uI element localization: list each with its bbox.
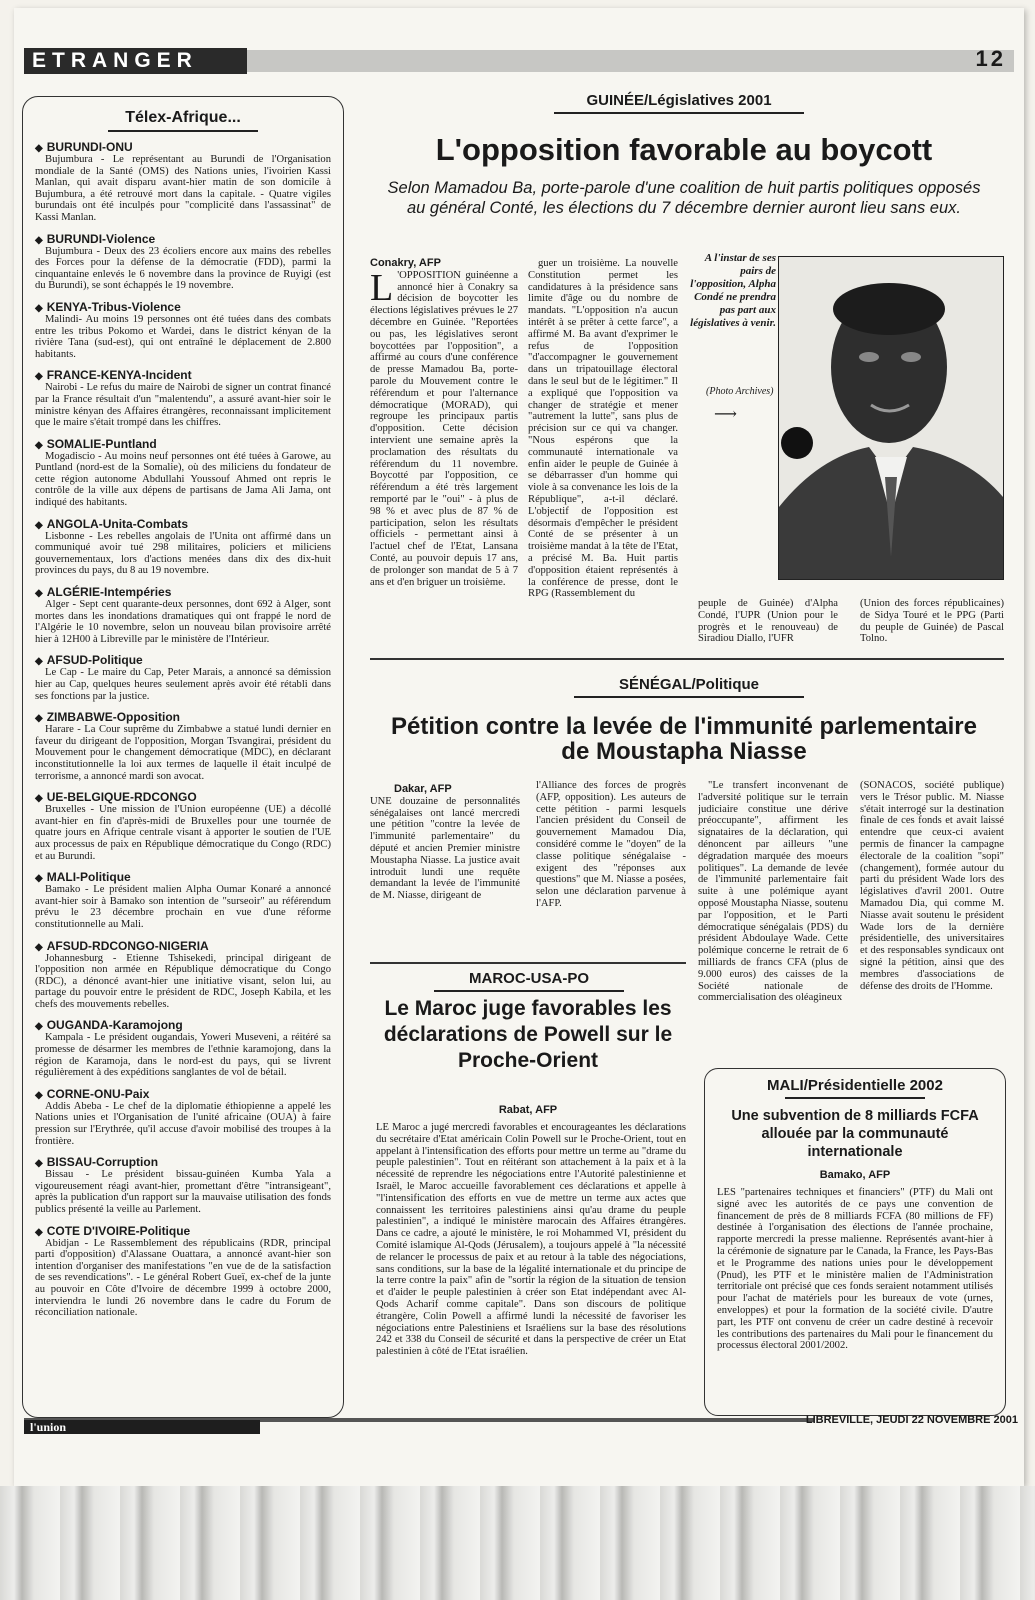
telex-item-title: AFSUD-RDCONGO-NIGERIA — [46, 938, 209, 953]
senegal-kicker: SÉNÉGAL/Politique — [618, 676, 759, 693]
telex-item-body: Harare - La Cour suprême du Zimbabwe a statué lundi dernier en faveur du dirigeant de l'opposition, Morgan Tsvangirai, président du Mouvement pour le changement démocratique (MDC), en déclarant inconstitutionnelle la loi aux termes de laquelle il était inculpé de terrorisme, a annoncé mardi son avocat. — [35, 724, 331, 782]
guinee-kicker-rule — [554, 112, 804, 114]
guinee-headline: L'opposition favorable au boycott — [435, 132, 933, 167]
telex-items — [23, 140, 343, 1319]
telex-item-title: OUGANDA-Karamojong — [46, 1018, 183, 1033]
telex-item-body: Lisbonne - Les rebelles angolais de l'Unita ont affirmé dans un communiqué avoir tué 298 militaires, policiers et miliciens gouvernementaux, lors d'actions menées dans dix des dix-huit provinces du pays, du 8 au 19 novembre. — [35, 530, 331, 577]
diamond-icon: ◆ — [35, 941, 43, 953]
telex-item-head — [35, 653, 331, 667]
guinee-col2-text: guer un troisième. La nouvelle Constitution permet les candidatures à la présidence sans limite d'âge ou du nombre de mandats. "L'opposition n'a aucun intérêt à se prêter à cette farce", a affirmé M. Ba avant d'exprimer le refus de l'opposition "d'accompagner le gouvernement dans un tripatouillage électoral dans le seul but de le légitimer." Il a expliqué que l'opposition va changer de stratégie et mener "autrement la lutte", sans plus de précision sur ce qui va changer. "Nous espérons que la communauté internationale va enfin aider le peuple de Guinée à se débarrasser d'un homme qui viole à sa convenance les lois de la République", a-t-il déclaré. L'objectif de l'opposition est désormais d'empêcher le président Conté de se présenter à un troisième mandat à la tête de l'Etat, a précisé M. Ba. Huit partis d'opposition étaient représentés à la conférence de presse, dont le RPG (Rassemblement du — [528, 258, 678, 600]
telex-item-body: Bissau - Le président bissau-guinéen Kumba Yala a vigoureusement réagi avant-hier, promettant d'être "intransigeant", après la publication d'un rapport sur la mauvaise utilisation des fonds publics présenté la veille au Parlement. — [35, 1169, 331, 1215]
telex-item-head — [35, 870, 331, 884]
maroc-kicker: MAROC-USA-PO — [469, 970, 589, 987]
telex-item-body: Bujumbura - Deux des 23 écoliers encore aux mains des rebelles des Forces pour la défense de la démocratie (FDD), parmi la cinquantaine enlevés le 6 novembre dans la province de Ruyigi (est du Burundi), se sont échappés le 19 novembre. — [35, 245, 331, 292]
telex-item-title: AFSUD-Politique — [46, 653, 143, 668]
maroc-body-text: LE Maroc a jugé mercredi favorables et encourageantes les déclarations du secrétaire d'Etat américain Colin Powell sur le Proche-Orient, tout en appelant à l'intensification des efforts pour mettre un terme au "drame du peuple palestinien". Tout en réitérant son attachement à la paix et à la nécessité de reprendre les négociations entre l'Autorité palestinienne et Israël, le Maroc accueille favorablement ces déclarations et appelle à "l'intensification des efforts en vue de mettre un terme aux actes que connaissent les territoires palestiniens ainsi qu'au drame du peuple palestinien", a indiqué le ministère marocain des Affaires étrangères. Dans ce cadre, a ajouté le ministère, le roi Mohammed VI, président du Comité islamique Al-Qods (Jérusalem), a toujours appelé à "la nécessité de relancer le processus de paix et au retour à la table des négociations, sans conditions, sur la base de la légalité internationale et du principe de la terre contre la paix" afin de "sortir la région de la situation de tension et d'aider le peuple palestinien à créer son Etat indépendant avec Al-Qods Acharif comme capitale". Dans son discours de politique étrangère, Colin Powell a affirmé lundi la nécessité de favoriser les négociations entre Palestiniens et Israéliens sur la base des résolutions 242 et 338 du Conseil de sécurité et dans la perspective de créer un Etat palestinien à côté de l'Etat israélien. — [376, 1122, 686, 1358]
alpha-conde-photo — [778, 256, 1004, 580]
guinee-deck: Selon Mamadou Ba, porte-parole d'une coalition de huit partis politiques opposés au général Conté, les élections du 7 décembre dernier auront lieu sans eux. — [387, 179, 981, 217]
telex-item — [35, 300, 331, 360]
maroc-headline: Le Maroc juge favorables les déclarations de Powell sur le Proche-Orient — [383, 997, 673, 1072]
guinee-photo-credit: (Photo Archives) — [706, 386, 774, 397]
diamond-icon: ◆ — [35, 439, 43, 451]
telex-item — [35, 1087, 331, 1147]
guinee-col1-text: 'OPPOSITION guinéenne a annoncé hier à Conakry sa décision de boycotter les élections législatives prévues le 27 décembre en Guinée. "Reportées ou pas, les législatives seront boycottées par l'opposition", a affirmé au cours d'une conférence de presse Mamadou Ba, porte-parole du Mouvement contre le référendum et pour l'alternance démocratique (MORAD), qui regroupe les principaux partis d'opposition. Cette décision intervient une semaine après la proclamation des résultats du référendum du 11 novembre. Boycotté par l'opposition, ce référendum a été très largement remporté par le "oui" - à plus de 98 % et avec plus de 87 % de participation, selon les résultats officiels - permettant ainsi à l'actuel chef de l'Etat, Lansana Conté, au pouvoir depuis 17 ans, de prolonger son mandat de 5 à 7 ans et d'en briguer un troisième. — [370, 269, 518, 588]
telex-item — [35, 517, 331, 577]
senegal-col3-text: "Le transfert inconvenant de l'adversité politique sur le terrain judiciaire constitue une dérive préoccupante", affirment les signataires de la déclaration, qui dénoncent par ailleurs "une dégradation marquée des moeurs politiques". La demande de levée de l'immunité parlementaire fait suite à une polémique ayant opposé Moustapha Niasse, soutenu par l'opposition, et le Parti démocratique sénégalais (PDS) du président Abdoulaye Wade. Cette polémique concerne le retrait de 6 milliards de francs CFA (plus de 9.000 euros) des caisses de la Société nationale de commercialisation des oléagineux — [698, 780, 848, 1004]
guinee-col-3 — [698, 598, 838, 648]
mali-kicker: MALI/Présidentielle 2002 — [767, 1077, 943, 1094]
telex-item-head — [35, 140, 331, 154]
telex-item-title: ALGÉRIE-Intempéries — [46, 585, 172, 600]
telex-item-title: BISSAU-Corruption — [46, 1155, 159, 1170]
diamond-icon: ◆ — [35, 371, 43, 383]
telex-item — [35, 1224, 331, 1319]
guinee-col-4 — [860, 598, 1004, 648]
maroc-byline: Rabat, AFP — [498, 1104, 558, 1116]
senegal-col-2 — [536, 780, 686, 960]
maroc-body — [376, 1122, 686, 1422]
diamond-icon: ◆ — [35, 234, 43, 246]
diamond-icon: ◆ — [35, 1226, 43, 1238]
telex-title-rule — [108, 130, 258, 132]
senegal-col1-text: UNE douzaine de personnalités sénégalaises ont lancé mercredi une pétition "contre la levée de l'immunité parlementaire" du député et ancien Premier ministre Moustapha Niasse. La justice avait introduit lundi une requête demandant la levée de l'immunité de M. Niasse, dirigeant de — [370, 795, 520, 902]
telex-item-body: Bruxelles - Une mission de l'Union européenne (UE) a décollé avant-hier en fin d'après-midi de Bruxelles pour une tournée de quatre jours en Afrique centrale visant à apporter le soutien de l'UE aux processus de paix en République démocratique du Congo (RDC) et au Burundi. — [35, 804, 331, 862]
telex-item-title: COTE D'IVOIRE-Politique — [46, 1223, 191, 1238]
telex-item-body: Malindi- Au moins 19 personnes ont été tuées dans des combats entre les tribus Pokomo et Wardei, dans le district kényan de la rivière Tana (sud-est), qui ont entraîné le déplacement de 2.800 habitants. — [35, 313, 331, 360]
background-strip — [0, 1486, 1035, 1600]
guinee-dropcap: L — [370, 266, 394, 309]
telex-item-body: Le Cap - Le maire du Cap, Peter Marais, a annoncé sa démission hier au Cap, quelques heures seulement après avoir été rétabli dans ses fonctions par la justice. — [35, 667, 331, 702]
telex-item-head — [35, 300, 331, 314]
arrow-right-icon: ⟶ — [714, 406, 737, 423]
senegal-headline: Pétition contre la levée de l'immunité parlementaire de Moustapha Niasse — [391, 713, 977, 766]
diamond-icon: ◆ — [35, 1089, 43, 1101]
telex-item-head — [35, 939, 331, 953]
telex-item-title: SOMALIE-Puntland — [46, 436, 157, 451]
telex-item-title: FRANCE-KENYA-Incident — [46, 368, 192, 383]
telex-item — [35, 1018, 331, 1078]
telex-item — [35, 585, 331, 645]
telex-item-head — [35, 1087, 331, 1101]
footer-logo: l'union — [24, 1420, 260, 1434]
telex-item-head — [35, 232, 331, 246]
senegal-col-4 — [860, 780, 1004, 1060]
guinee-bottom-rule — [370, 658, 1004, 660]
senegal-byline: Dakar, AFP — [394, 784, 452, 795]
telex-item-body: Abidjan - Le Rassemblement des républicains (RDR, principal parti d'opposition) d'Alassane Ouattara, a annoncé avant-hier son intention d'organiser des manifestations "en vue de de la satisfaction de ses revendications". - Le général Robert Gueï, ex-chef de la junte au pouvoir en Côte d'Ivoire de décembre 1999 à octobre 2000, interviendra le lundi 26 novembre dans le cadre du Forum de réconciliation nationale. — [35, 1237, 331, 1319]
diamond-icon: ◆ — [35, 873, 43, 885]
diamond-icon: ◆ — [35, 713, 43, 725]
telex-item-body: Bujumbura - Le représentant au Burundi de l'Organisation mondiale de la Santé (OMS) des Nations unies, l'ivoirien Kassi Manlan, qui avait disparu avant-hier matin de son domicile à Bujumbura, a été retrouvé mort dans la capitale. - Quatre vigiles burundais ont été inculpés pour "complicité dans l'assassinat" de Kassi Manlan. — [35, 154, 331, 223]
diamond-icon: ◆ — [35, 1021, 43, 1033]
telex-item-head — [35, 1224, 331, 1238]
guinee-col4-text: (Union des forces républicaines) de Sidya Touré et le PPG (Parti du peuple de Guinée) de Pascal Tolno. — [860, 598, 1004, 645]
telex-item-head — [35, 368, 331, 382]
guinee-photo-caption: A l'instar de ses pairs de l'opposition, Alpha Condé ne prendra pas part aux législatives à venir. — [690, 252, 776, 329]
mali-byline: Bamako, AFP — [819, 1169, 891, 1181]
telex-item-head — [35, 517, 331, 531]
telex-item-title: BURUNDI-ONU — [46, 140, 133, 154]
telex-item-title: ANGOLA-Unita-Combats — [46, 516, 189, 531]
telex-item-head — [35, 1155, 331, 1169]
telex-item — [35, 939, 331, 1011]
telex-item — [35, 790, 331, 862]
telex-item-head — [35, 790, 331, 804]
telex-item — [35, 232, 331, 292]
senegal-col2-text: l'Alliance des forces de progrès (AFP, opposition). Les auteurs de cette pétition - parmi lesquels l'ancien président du Conseil de gouvernement Mamadou Dia, considéré comme le "doyen" de la classe politique sénégalaise - exigent des "réponses aux questions" que M. Niasse a posées, selon une déclaration parvenue à l'AFP. — [536, 780, 686, 909]
telex-item-body: Alger - Sept cent quarante-deux personnes, dont 692 à Alger, sont mortes dans les inondations dramatiques qui ont frappé le nord de l'Algérie le 10 novembre, selon un nouveau bilan provisoire arrêté hier à 12H00 à Libreville par le ministère de l'Intérieur. — [35, 599, 331, 645]
maroc-kicker-rule — [434, 990, 624, 992]
telex-item-head — [35, 1018, 331, 1032]
mali-kicker-rule — [785, 1097, 925, 1099]
telex-item-head — [35, 585, 331, 599]
telex-item-title: ZIMBABWE-Opposition — [46, 710, 181, 725]
footer-dateline: LIBREVILLE, JEUDI 22 NOVEMBRE 2001 — [805, 1414, 1018, 1426]
telex-item-title: CORNE-ONU-Paix — [46, 1086, 150, 1101]
mali-headline: Une subvention de 8 milliards FCFA allouée par la communauté internationale — [731, 1108, 979, 1160]
diamond-icon: ◆ — [35, 143, 43, 154]
telex-item-body: Johannesburg - Etienne Tshisekedi, principal dirigeant de l'opposition non armée en République démocratique du Congo (RDC), a dénoncé avant-hier une initiative visant, selon lui, au partage du pouvoir entre le président de RDC, Joseph Kabila, et les chefs des mouvements rebelles. — [35, 952, 331, 1010]
diamond-icon: ◆ — [35, 302, 43, 314]
telex-item-head — [35, 437, 331, 451]
section-tag: ETRANGER — [24, 48, 247, 74]
mali-box — [704, 1068, 1006, 1416]
telex-item-body: Nairobi - Le refus du maire de Nairobi de signer un contrat financé par la France résultait d'un "malentendu", a assuré avant-hier soir le ministre kényan des Affaires étrangères, reconnaissant implicitement que le maire s'était trompé dans les chiffres. — [35, 382, 331, 429]
telex-item — [35, 653, 331, 702]
page-number: 12 — [975, 46, 1006, 71]
diamond-icon: ◆ — [35, 588, 43, 600]
telex-item — [35, 437, 331, 509]
senegal-kicker-rule — [574, 696, 804, 698]
telex-item — [35, 710, 331, 782]
telex-item-body: Bamako - Le président malien Alpha Oumar Konaré a annoncé avant-hier soir à Bamako son intention de "surseoir" au référendum prévu le 23 décembre prochain en vue d'une réforme constitutionnelle au Mali. — [35, 884, 331, 930]
diamond-icon: ◆ — [35, 793, 43, 805]
telex-item-title: KENYA-Tribus-Violence — [46, 299, 181, 314]
telex-item — [35, 140, 331, 224]
telex-item-title: UE-BELGIQUE-RDCONGO — [46, 790, 197, 805]
mali-body — [705, 1187, 1005, 1387]
senegal-col-1 — [370, 784, 520, 964]
guinee-col-2 — [528, 258, 678, 658]
maroc-top-rule — [370, 962, 686, 964]
telex-item-body: Kampala - Le président ougandais, Yoweri Museveni, a réitéré sa promesse de désarmer les membres de l'ethnie karamojong, dans la région de Karamoja, dans le nord-est du pays, qui se livrent régulièrement à des expéditions sanglantes de vol de bétail. — [35, 1032, 331, 1079]
telex-item-body: Mogadiscio - Au moins neuf personnes ont été tuées à Garowe, au Puntland (nord-est de la Somalie), où des miliciens du fondateur de cette région autonome Abdullahi Youssouf Ahmed ont repris le contrôle de la ville aux dépens de partisans de Jama Ali Jama, ont indiqué des habitants. — [35, 450, 331, 509]
telex-afrique-box — [22, 96, 344, 1418]
telex-title: Télex-Afrique... — [125, 109, 241, 126]
diamond-icon: ◆ — [35, 656, 43, 668]
guinee-kicker: GUINÉE/Législatives 2001 — [586, 92, 772, 109]
diamond-icon: ◆ — [35, 1158, 43, 1170]
telex-item — [35, 1155, 331, 1215]
telex-item-title: MALI-Politique — [46, 870, 131, 885]
telex-item-head — [35, 710, 331, 724]
telex-item-title: BURUNDI-Violence — [46, 231, 156, 246]
newspaper-page — [14, 8, 1024, 1486]
senegal-col-3 — [698, 780, 848, 1060]
telex-item — [35, 870, 331, 930]
telex-item — [35, 368, 331, 428]
telex-item-body: Addis Abeba - Le chef de la diplomatie éthiopienne a appelé les Nations unies et l'Organisation de l'unité africaine (OUA) à faire pression sur l'Erythrée, qu'il accuse d'avoir mobilisé des troupes à la frontière. — [35, 1100, 331, 1147]
guinee-byline: Conakry, AFP — [370, 258, 441, 269]
guinee-col-1 — [370, 258, 518, 658]
senegal-col4-text: (SONACOS, société publique) vers le Trésor public. M. Niasse s'était interrogé sur la destination finale de ces fonds et avait laissé entendre que ceux-ci avaient permis de financer la campagne électorale de la coalition "sopi" (changement), formée autour du parti du président Wade lors des législatives d'avril 2001. Outre Mamadou Dia, qui comme M. Niasse avait soutenu le président Wade lors de la dernière présidentielle, des universitaires et des responsables syndicaux ont signé la pétition, ainsi que des membres d'associations de défense des droits de l'Homme. — [860, 780, 1004, 992]
diamond-icon: ◆ — [35, 519, 43, 531]
guinee-col3-text: peuple de Guinée) d'Alpha Condé, l'UPR (Union pour le progrès et le renouveau) de Siradiou Diallo, l'UFR — [698, 598, 838, 645]
mali-body-text: LES "partenaires techniques et financiers" (PTF) du Mali ont signé avec les autorités de ce pays une convention de financement de près de 8 milliards FCFA (80 millions de FF) destinée à l'organisation des élections de l'année prochaine, rapporte mercredi la presse malienne. Représentés avant-hier à la cérémonie de signature par le Canada, la France, les Pays-Bas et le Programme des nations unies pour le développement (Pnud), les PTF et le ministère malien de l'Administration territoriale ont précisé que ces fonds seraient notamment utilisés pour l'achat de matériels pour les bureaux de vote (urnes, enveloppes) et pour la formation de la société civile. D'autre part, les PTF ont convenu de créer un cadre destiné à recevoir les contributions des partenaires du Mali pour le financement du processus électoral 2001/2002. — [717, 1187, 993, 1352]
